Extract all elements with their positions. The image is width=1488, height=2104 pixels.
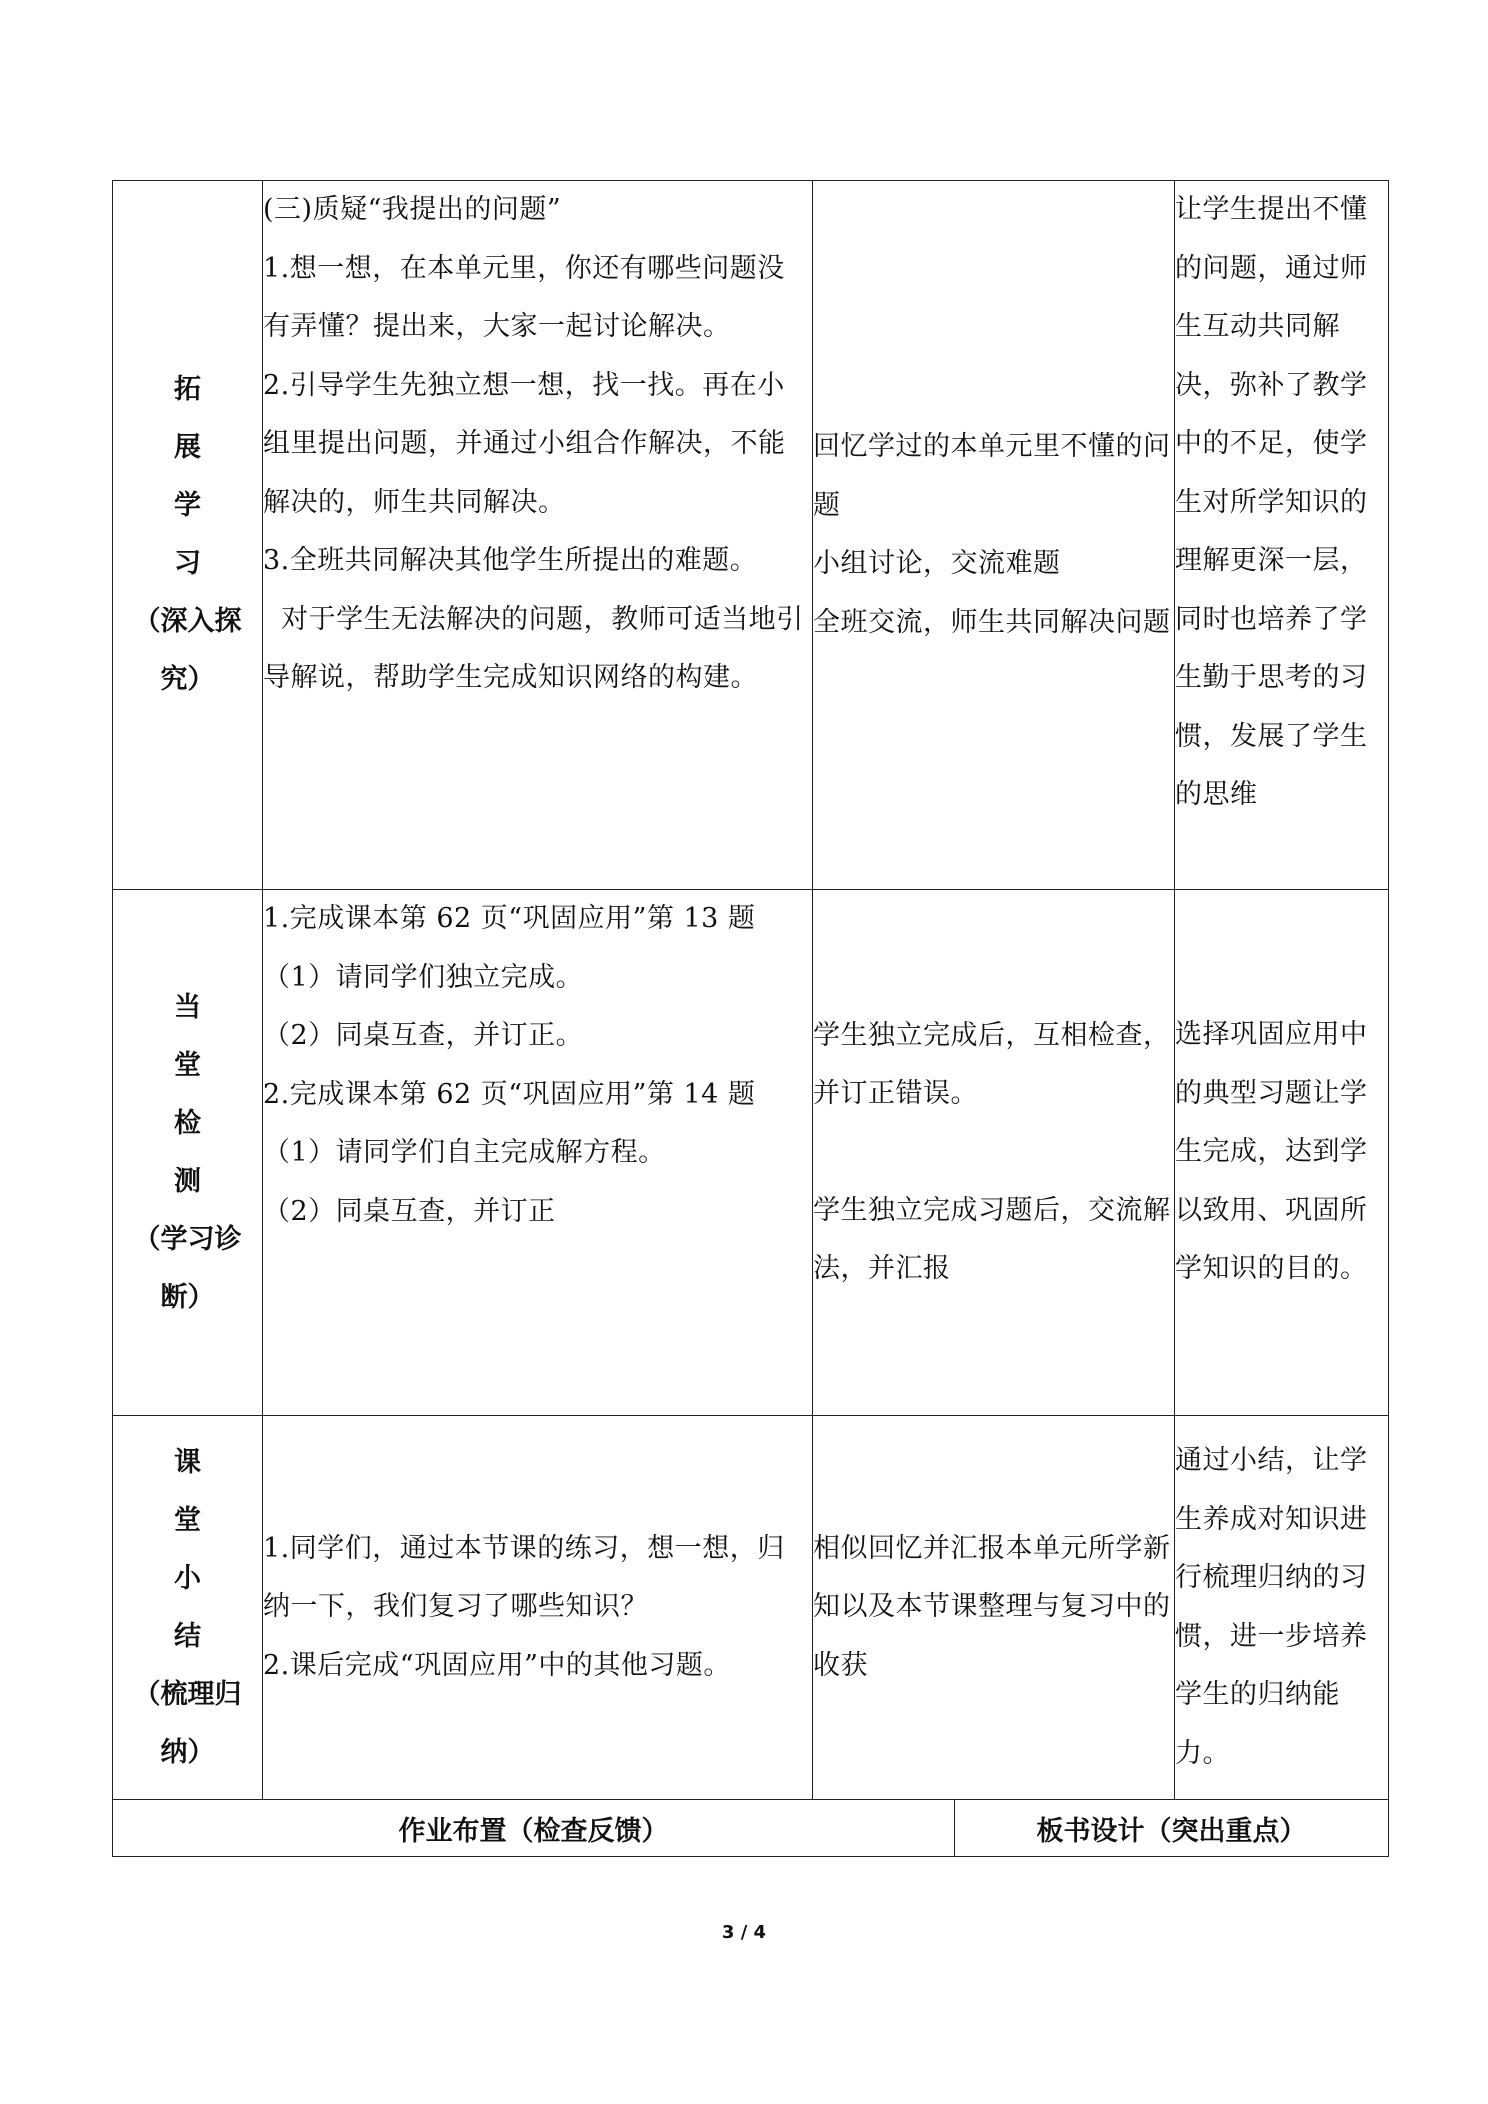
stage-subtitle: （深入探 [133,606,242,637]
stage-char: 堂 [174,1049,201,1081]
intent-text: 选择巩固应用中的典型习题让学生完成，达到学以致用、巩固所学知识的目的。 [1175,1019,1368,1285]
design-intent-cell [1175,181,1389,890]
stage-subtitle: （梳理归 [133,1678,242,1710]
student-line: 学生独立完成后，互相检查，并订正错误。 [813,1019,1171,1109]
stage-char: 学 [174,490,201,521]
teacher-activity-cell [263,1416,813,1800]
teacher-line: 1.同学们，通过本节课的练习，想一想，归纳一下，我们复习了哪些知识？ [263,1532,785,1623]
teacher-line: (三)质疑“我提出的问题” [263,194,562,225]
teacher-line: 2.课后完成“巩固应用”中的其他习题。 [263,1649,731,1681]
teacher-line: （1）请同学们独立完成。 [263,961,584,993]
stage-cell [113,890,263,1416]
design-intent-cell [1175,890,1389,1416]
teacher-line: 1.想一想，在本单元里，你还有哪些问题没有弄懂？提出来，大家一起讨论解决。 [263,252,785,342]
teacher-activity-cell [263,890,813,1416]
stage-char: 展 [174,432,201,463]
teacher-line: 2.完成课本第 62 页“巩固应用”第 14 题 [263,1078,756,1110]
stage-subtitle: （学习诊 [133,1223,242,1255]
homework-header: 作业布置（检查反馈） [113,1800,955,1857]
stage-subtitle: 纳） [160,1736,215,1768]
student-line: 相似回忆并汇报本单元所学新知以及本节课整理与复习中的收获 [813,1532,1171,1681]
stage-subtitle: 究） [160,664,215,695]
student-activity-cell [813,1416,1175,1800]
stage-char: 检 [174,1107,201,1139]
stage-char: 堂 [174,1504,201,1536]
intent-text: 通过小结，让学生养成对知识进行梳理归纳的习惯，进一步培养学生的归纳能力。 [1175,1445,1368,1769]
stage-char: 课 [174,1446,201,1478]
teacher-line: （1）请同学们自主完成解方程。 [263,1137,666,1168]
teacher-line: （2）同桌互查，并订正。 [263,1020,584,1051]
stage-char: 小 [174,1562,201,1594]
teacher-line: （2）同桌互查，并订正 [263,1195,556,1227]
stage-cell [113,181,263,890]
board-design-header: 板书设计（突出重点） [955,1800,1389,1857]
student-line: 回忆学过的本单元里不懂的问题 [813,431,1171,521]
stage-char: 测 [174,1165,201,1197]
student-activity-cell [813,181,1175,890]
table-row [113,1416,1389,1800]
stage-char: 拓 [174,374,201,405]
teacher-line: 对于学生无法解决的问题，教师可适当地引导解说，帮助学生完成知识网络的构建。 [263,603,804,693]
student-line: 学生独立完成习题后，交流解法，并汇报 [813,1194,1171,1284]
lesson-plan-table [112,180,1389,1857]
stage-char: 当 [174,991,201,1023]
table-row [113,890,1389,1416]
teacher-line: 2.引导学生先独立想一想，找一找。再在小组里提出问题，并通过小组合作解决，不能解决的，师生共同解决。 [263,369,786,518]
design-intent-cell [1175,1416,1389,1800]
student-activity-cell [813,890,1175,1416]
stage-char: 结 [174,1620,201,1652]
stage-cell [113,1416,263,1800]
table-row [113,181,1389,890]
teacher-line: 3.全班共同解决其他学生所提出的难题。 [263,545,758,576]
teacher-line: 1.完成课本第 62 页“巩固应用”第 13 题 [263,903,756,934]
teacher-activity-cell [263,181,813,890]
student-line: 全班交流，师生共同解决问题 [813,606,1171,638]
intent-text: 让学生提出不懂的问题，通过师生互动共同解决，弥补了教学中的不足，使学生对所学知识的理解更深一层，同时也培养了学生勤于思考的习惯，发展了学生的思维 [1175,194,1368,810]
page-number: 3 / 4 [721,1922,767,1943]
stage-subtitle: 断） [160,1281,215,1313]
table-row [113,1800,1389,1857]
stage-char: 习 [174,548,201,579]
student-line: 小组讨论，交流难题 [813,548,1061,579]
spacer [813,1124,1174,1182]
